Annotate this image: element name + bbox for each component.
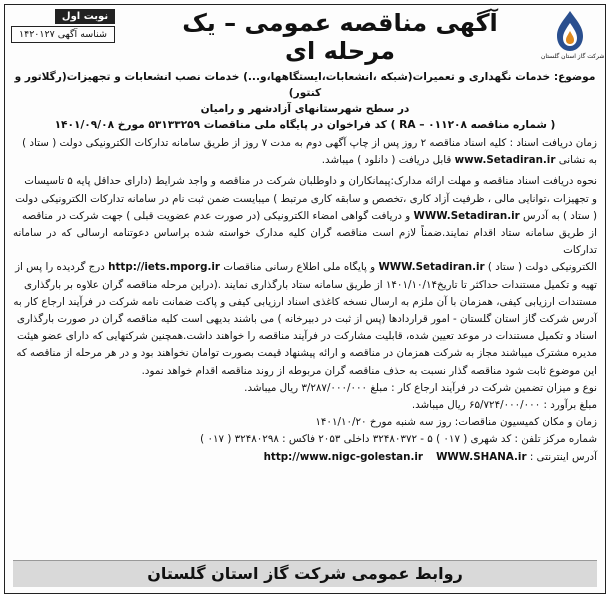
procedure-line-2: و تجهیزات ،توانایی مالی ، ظرفیت آزاد کاری ،تخصص و سابقه کاری مرتبط ) میبایست ضمن ثبت نام در سامانه تدارکات الکترونیکی دولت bbox=[15, 192, 597, 205]
guarantee-line: نوع و میزان تضمین شرکت در فرآیند ارجاع کار : مبلغ ۳/۲۸۷/۰۰۰/۰۰۰ ریال میباشد. bbox=[244, 381, 597, 394]
notice-frame bbox=[4, 4, 606, 594]
procedure-line-8: آدرس شرکت گاز استان گلستان - امور قراردادها (پس از ثبت در دبیرخانه ) می باشند بدیهی است کلیه مناقصه گران در صورت بارگذاری bbox=[16, 313, 597, 326]
notice-body bbox=[5, 133, 605, 466]
procedure-line-11: این موضوع ثابت شود مناقصه گذار نسبت به حذف مناقصه گران مربوطه از روند مناقصه اقدام خواهد نمود. bbox=[141, 364, 597, 377]
iets-link[interactable]: http://iets.mporg.ir bbox=[108, 261, 220, 274]
procedure-5-post: درج گردیده را پس از bbox=[15, 261, 105, 274]
procedure-line-5 bbox=[13, 259, 597, 276]
setadiran-link-caps[interactable]: WWW.Setadiran.ir bbox=[413, 209, 520, 222]
setadiran-link[interactable]: www.Setadiran.ir bbox=[454, 154, 556, 167]
subject-line-3: ( شماره مناقصه RA – ۰۱۱۲۰۸ ) کد فراخوان در پایگاه ملی مناقصات ۵۳۱۳۳۲۵۹ مورخ ۱۴۰۱/۰۹/۰۸ bbox=[54, 119, 556, 131]
logo-caption: شرکت گاز استان گلستان bbox=[541, 53, 605, 60]
meeting-line: زمان و مکان کمیسیون مناقصات: روز سه شنبه مورخ ۱۴۰۱/۱۰/۲۰ bbox=[315, 416, 597, 429]
footer-band: روابط عمومی شرکت گاز استان گلستان bbox=[13, 560, 597, 587]
notice-badge bbox=[11, 9, 115, 43]
procedure-line-4: از طریق سامانه ستاد اقدام نمایند.ضمناً لازم است مناقصه گران کلیه مدارک خواسته شده براساس دعوتنامه ارسالی که در سامانه تدارکات bbox=[13, 227, 597, 257]
nigc-golestan-link[interactable]: http://www.nigc-golestan.ir bbox=[263, 450, 423, 463]
badge-turn: نوبت اول bbox=[55, 9, 115, 24]
estimate-line: مبلغ برآورد : ۶۵/۷۲۴/۰۰۰/۰۰۰ ریال میباشد. bbox=[411, 399, 597, 412]
procedure-5-mid: و پایگاه ملی اطلاع رسانی مناقصات bbox=[223, 261, 376, 274]
subject-block bbox=[5, 69, 605, 133]
subject-line-1: موضوع: خدمات نگهداری و تعمیرات(شبکه ،انشعابات،ایستگاهها،و...) خدمات نصب انشعابات و تجهیزات(رگلاتور و کنتور) bbox=[14, 71, 596, 99]
procedure-line-10: مدیره مشترک میباشند مجاز به شرکت همزمان در مناقصه و ارائه پیشنهاد قیمت بصورت توامان نخواهند بود و در هر مرحله از مناقصه که bbox=[16, 347, 597, 360]
doc-receive-pre: به نشانی bbox=[558, 154, 597, 167]
company-logo bbox=[541, 9, 605, 65]
phone-line: شماره مرکز تلفن : کد شهری ( ۰۱۷ ) ۵ - ۳۲۴۸۰۳۷۲ داخلی ۲۰۵۳ فاکس : ۳۲۴۸۰۲۹۸ ( ۰۱۷ ) bbox=[200, 433, 597, 446]
doc-receive-line-1: زمان دریافت اسناد : کلیه اسناد مناقصه ۲ روز پس از چاپ آگهی دوم به مدت ۷ روز از طریق سامانه تدارکات الکترونیکی دولت ( ستاد ) bbox=[22, 137, 597, 149]
doc-receive-line-2 bbox=[13, 152, 597, 169]
procedure-line-7: مستندات ارزیابی کیفی، همزمان با آن ملزم به ارسال نسخه کاغذی اسناد ارزیابی کیفی و پاکت ضمانت نامه شرکت در فرآیند ارجاع کار به bbox=[13, 295, 597, 308]
internet-pre: آدرس اینترنتی : bbox=[529, 450, 597, 463]
subject-line-2: در سطح شهرستانهای آزادشهر و رامیان bbox=[200, 103, 410, 115]
procedure-3-post: و دریافت گواهی امضاء الکترونیکی (در صورت عدم عضویت قبلی ) جهت شرکت در مناقصه bbox=[21, 209, 411, 222]
procedure-line-6: تهیه و تکمیل مستندات حداکثر تا تاریخ۱۴۰۱/۱۰/۱۴ از طریق سامانه ستاد بارگذاری نمایند .(دراین مرحله مناقصه گران علاوه بر بارگذاری bbox=[23, 278, 597, 291]
notice-header bbox=[5, 5, 605, 69]
notice-title: آگهی مناقصه عمومی – یک مرحله ای bbox=[182, 9, 498, 65]
procedure-line-1: نحوه دریافت اسناد مناقصه و مهلت ارائه مدارک:پیمانکاران و داوطلبان شرکت در مناقصه و واجد شرایط (دارای حداقل پایه ۵ تاسیسات bbox=[24, 175, 597, 188]
badge-id: شناسه آگهی ۱۴۲۰۱۲۷ bbox=[11, 26, 115, 43]
procedure-line-3 bbox=[13, 208, 597, 225]
procedure-3-pre: ( ستاد ) به آدرس bbox=[523, 209, 597, 222]
procedure-line-9: اسناد و تکمیل مستندات در موعد تعیین شده، قابلیت مشارکت در فرآیند مناقصه را خواهند داشت.همچنین شرکتهایی که دارای عضو هیئت bbox=[17, 330, 597, 343]
internet-line bbox=[13, 449, 597, 466]
doc-receive-post: قابل دریافت ( دانلود ) میباشد. bbox=[321, 154, 452, 167]
gas-flame-logo-icon bbox=[550, 9, 590, 53]
shana-link[interactable]: WWW.SHANA.ir bbox=[436, 450, 527, 463]
setadiran-link-caps-2[interactable]: WWW.Setadiran.ir bbox=[378, 261, 485, 274]
procedure-5-pre: الکترونیکی دولت ( ستاد ) bbox=[487, 261, 597, 274]
